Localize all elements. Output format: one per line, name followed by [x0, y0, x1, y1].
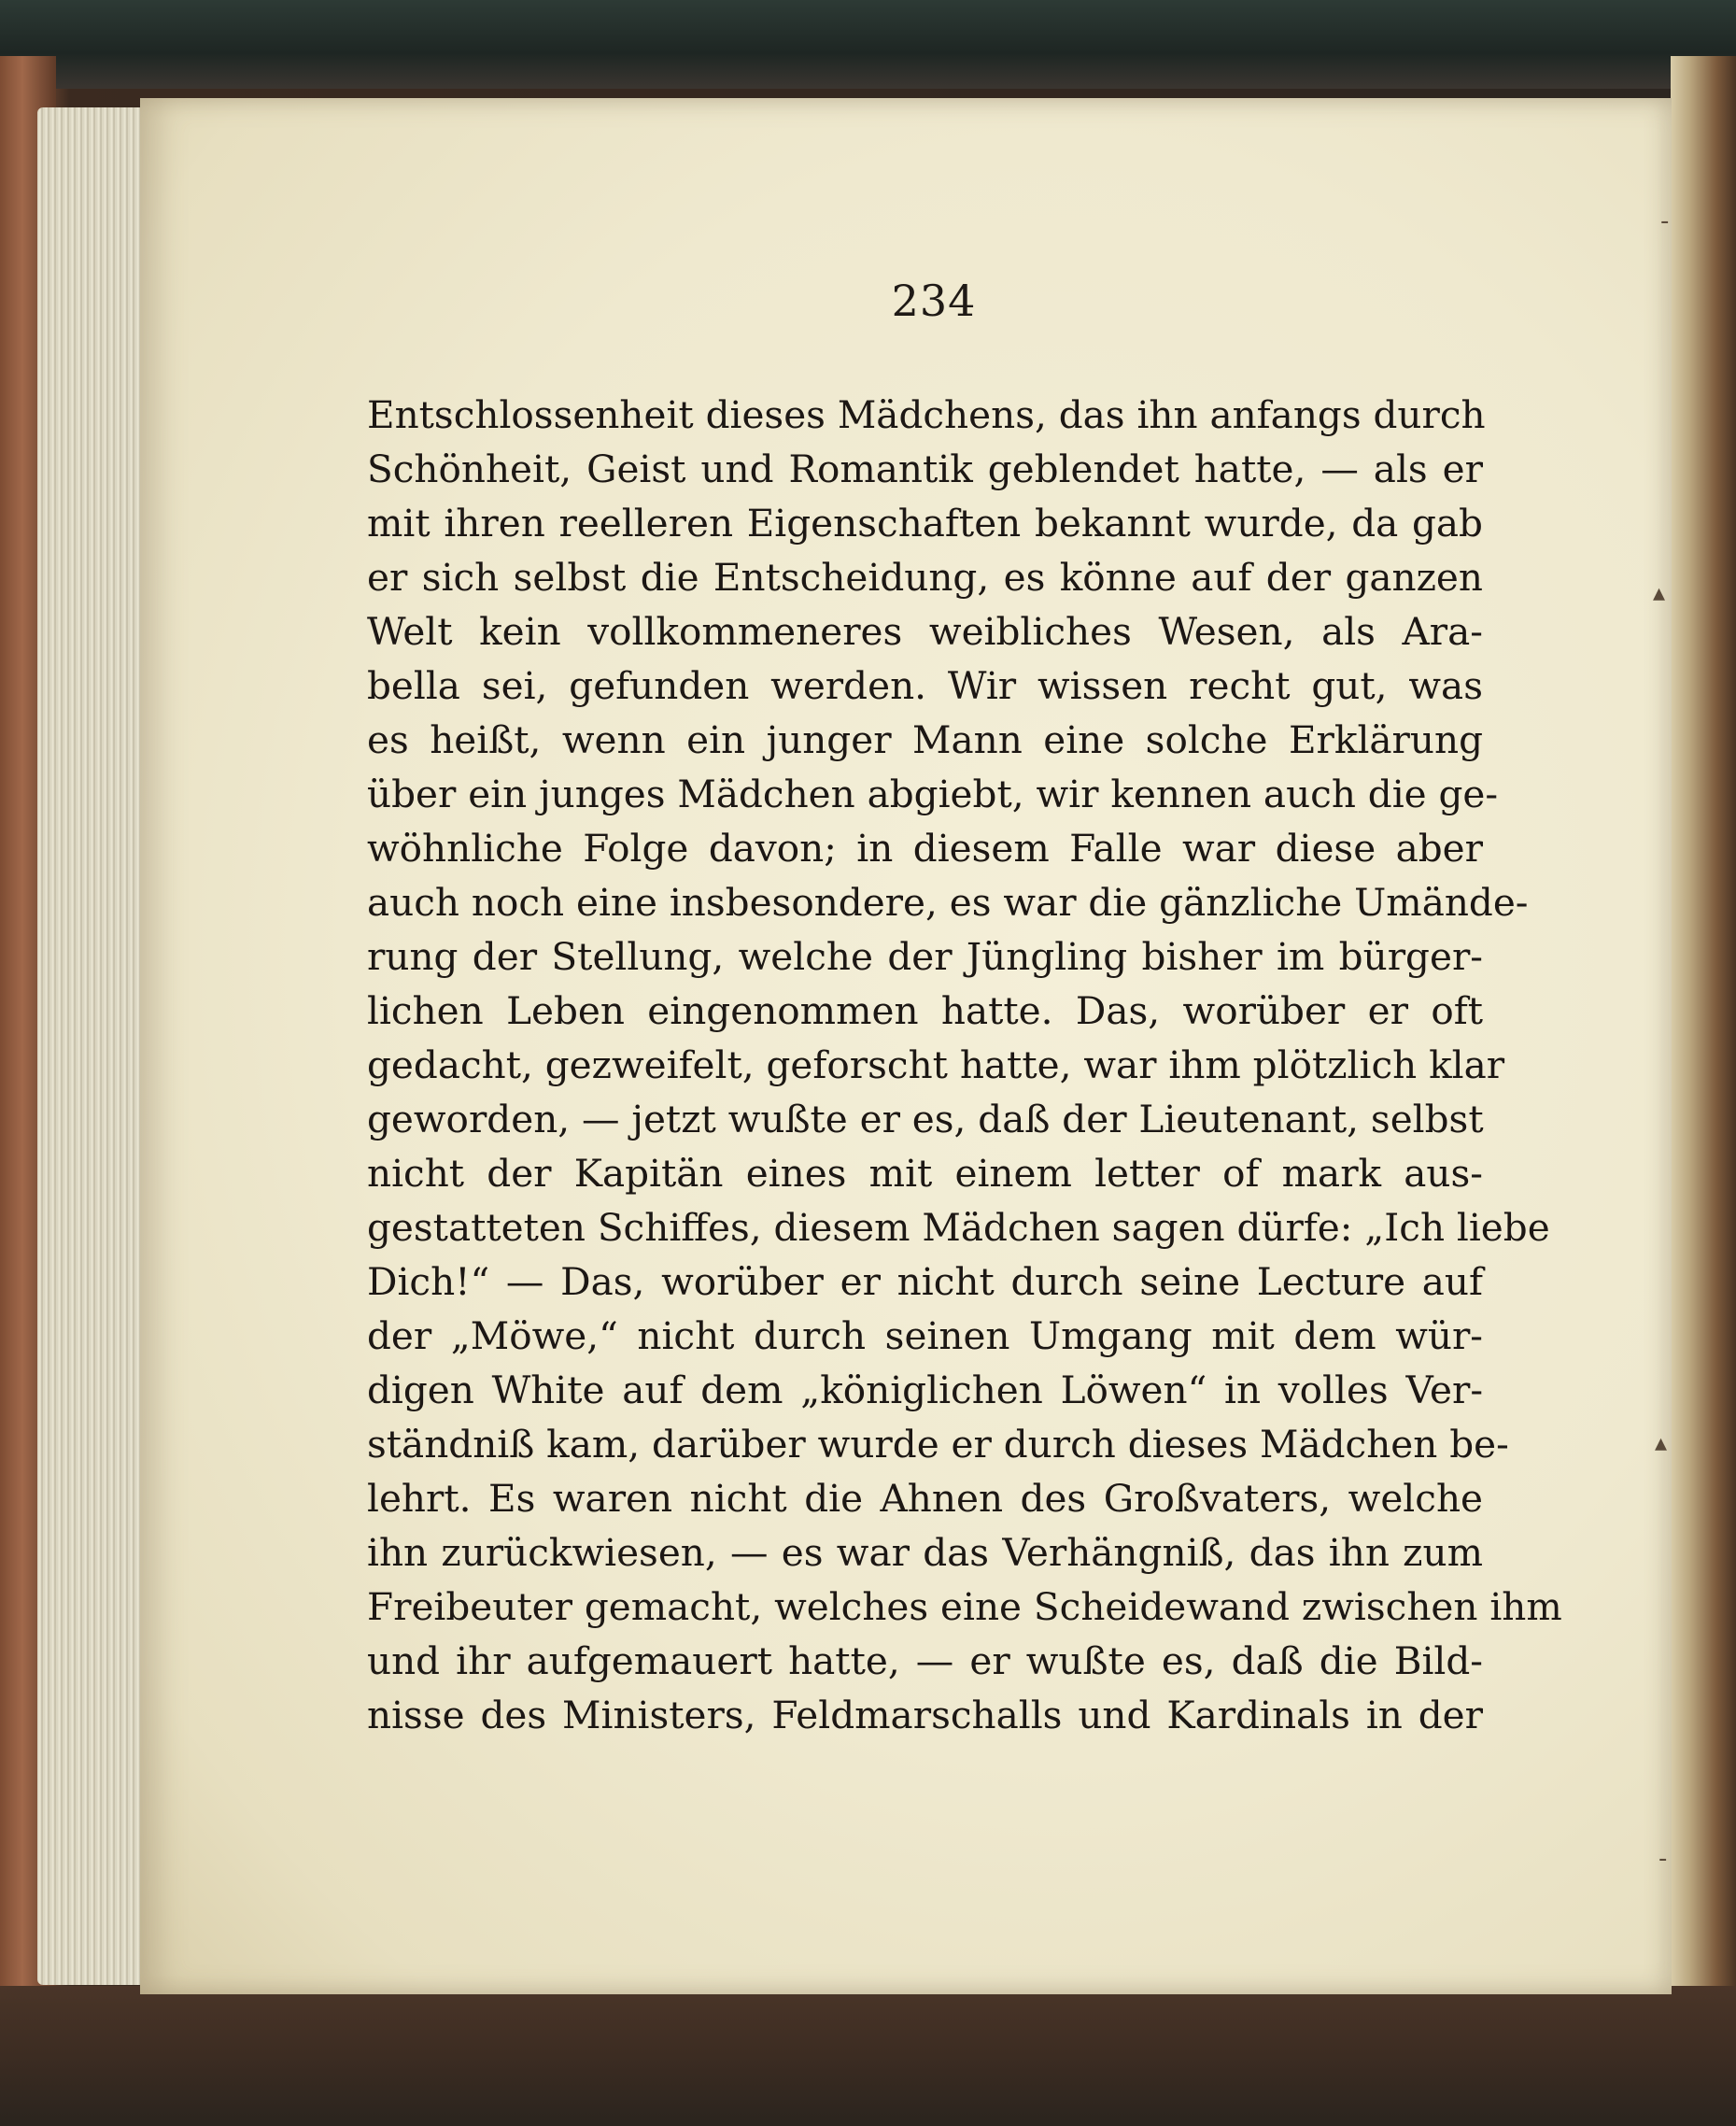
text-line: Welt kein vollkommeneres weibliches Wesen, als Ara-	[367, 609, 1483, 654]
text-line: auch noch eine insbesondere, es war die gänzliche Umände-	[367, 880, 1529, 925]
margin-tick-mark: ‑	[1658, 1845, 1668, 1873]
text-line: Entschlossenheit dieses Mädchens, das ihn anfangs durch	[367, 392, 1486, 437]
text-line: gedacht, gezweifelt, geforscht hatte, war ihm plötzlich klar	[367, 1042, 1505, 1087]
margin-tick-mark: ▴	[1653, 579, 1666, 607]
text-line: wöhnliche Folge davon; in diesem Falle war diese aber	[367, 826, 1483, 871]
book-top-edge	[0, 0, 1736, 89]
text-line: er sich selbst die Entscheidung, es könne auf der ganzen	[367, 555, 1483, 600]
text-line: über ein junges Mädchen abgiebt, wir kennen auch die ge-	[367, 772, 1499, 816]
text-line: digen White auf dem „königlichen Löwen“ in volles Ver-	[367, 1368, 1483, 1412]
text-line: der „Möwe,“ nicht durch seinen Umgang mit dem wür-	[367, 1313, 1483, 1358]
text-line: gestatteten Schiffes, diesem Mädchen sagen dürfe: „Ich liebe	[367, 1205, 1550, 1250]
page-number: 234	[891, 276, 977, 326]
text-line: ihn zurückwiesen, — es war das Verhängniß, das ihn zum	[367, 1530, 1483, 1575]
book-bottom-edge	[0, 1986, 1736, 2126]
text-line: bella sei, gefunden werden. Wir wissen recht gut, was	[367, 663, 1483, 708]
text-line: Schönheit, Geist und Romantik geblendet hatte, — als er	[367, 446, 1483, 491]
text-line: geworden, — jetzt wußte er es, daß der Lieutenant, selbst	[367, 1097, 1484, 1141]
text-line: Dich!“ — Das, worüber er nicht durch seine Lecture auf	[367, 1259, 1483, 1304]
text-line: rung der Stellung, welche der Jüngling bisher im bürger-	[367, 934, 1483, 979]
text-line: nisse des Ministers, Feldmarschalls und Kardinals in der	[367, 1693, 1483, 1737]
text-line: lehrt. Es waren nicht die Ahnen des Großvaters, welche	[367, 1476, 1483, 1521]
page-stack-edge	[37, 107, 149, 1985]
margin-tick-mark: ▴	[1655, 1429, 1668, 1457]
text-line: es heißt, wenn ein junger Mann eine solche Erklärung	[367, 717, 1483, 762]
text-line: mit ihren reelleren Eigenschaften bekannt wurde, da gab	[367, 501, 1483, 546]
book-right-edge	[1671, 56, 1736, 2064]
text-line: Freibeuter gemacht, welches eine Scheidewand zwischen ihm	[367, 1584, 1562, 1629]
text-line: und ihr aufgemauert hatte, — er wußte es, daß die Bild-	[367, 1638, 1483, 1683]
text-line: nicht der Kapitän eines mit einem letter of mark aus-	[367, 1151, 1483, 1196]
text-line: ständniß kam, darüber wurde er durch dieses Mädchen be-	[367, 1422, 1509, 1467]
margin-tick-mark: ‑	[1660, 207, 1670, 235]
page-text	[367, 388, 1562, 1742]
text-line: lichen Leben eingenommen hatte. Das, worüber er oft	[367, 988, 1483, 1033]
